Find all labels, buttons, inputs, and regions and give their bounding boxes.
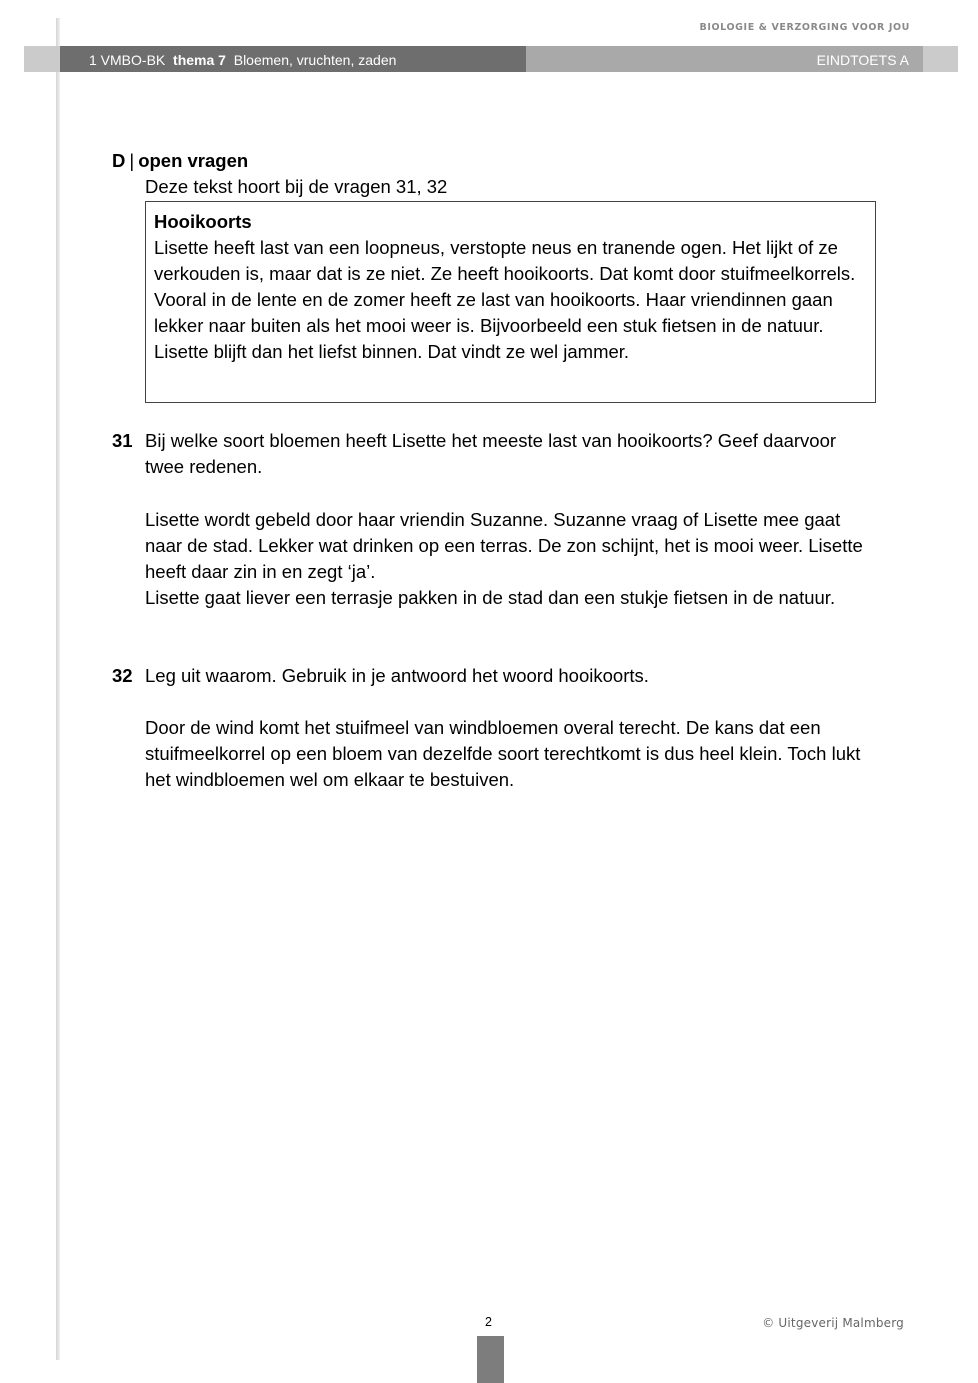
copyright-notice: © Uitgeverij Malmberg [762, 1316, 904, 1330]
section-intro: Deze tekst hoort bij de vragen 31, 32 [145, 176, 448, 197]
section-title: open vragen [138, 150, 249, 171]
section-letter: D [112, 150, 126, 171]
header-theme-title: Bloemen, vruchten, zaden [233, 52, 397, 68]
question-number-32: 32 [112, 665, 133, 686]
textbox-body: Lisette heeft last van een loopneus, verstopte neus en tranende ogen. Het lijkt of ze verkouden is, maar dat is ze niet. Ze heeft hooikoorts. Dat komt door stuifmeelkorrels. Vooral in de lente en de zomer heeft ze last van hooikoorts. Haar vriendinnen gaan lekker naar buiten als het mooi weer is. Bijvoorbeeld een stuk fietsen in de natuur. Lisette blijft dan het liefst binnen. Dat vindt ze wel jammer. [154, 237, 856, 362]
question-number-31: 31 [112, 430, 133, 451]
context-paragraph-3: Door de wind komt het stuifmeel van windbloemen overal terecht. De kans dat een stuifmeelkorrel op een bloem van dezelfde soort terechtkomt is dus heel klein. Toch lukt het windbloemen wel om elkaar te bestuiven. [145, 717, 861, 790]
page-edge-shadow [56, 18, 60, 1360]
header-test-label: EINDTOETS A [526, 46, 923, 72]
reading-textbox [145, 201, 876, 403]
section-separator: | [129, 150, 135, 171]
header-course-info [60, 46, 526, 72]
question-text-32: Leg uit waarom. Gebruik in je antwoord het woord hooikoorts. [145, 665, 649, 686]
question-text-31: Bij welke soort bloemen heeft Lisette het meeste last van hooikoorts? Geef daarvoor twee redenen. [145, 430, 837, 477]
textbox-title: Hooikoorts [154, 211, 252, 232]
header-level: 1 VMBO-BK [89, 52, 166, 68]
section-heading [112, 148, 248, 174]
page-tab-marker [477, 1336, 504, 1383]
header-theme-label: thema 7 [173, 52, 226, 68]
page-number: 2 [485, 1315, 492, 1329]
publisher-brand: BIOLOGIE & VERZORGING VOOR JOU [699, 22, 910, 33]
context-paragraph-2: Lisette gaat liever een terrasje pakken in de stad dan een stukje fietsen in de natuur. [145, 587, 836, 608]
context-paragraph-1: Lisette wordt gebeld door haar vriendin Suzanne. Suzanne vraag of Lisette mee gaat naar de stad. Lekker wat drinken op een terras. De zon schijnt, het is mooi weer. Lisette heeft daar zin in en zegt ‘ja’. [145, 509, 863, 582]
